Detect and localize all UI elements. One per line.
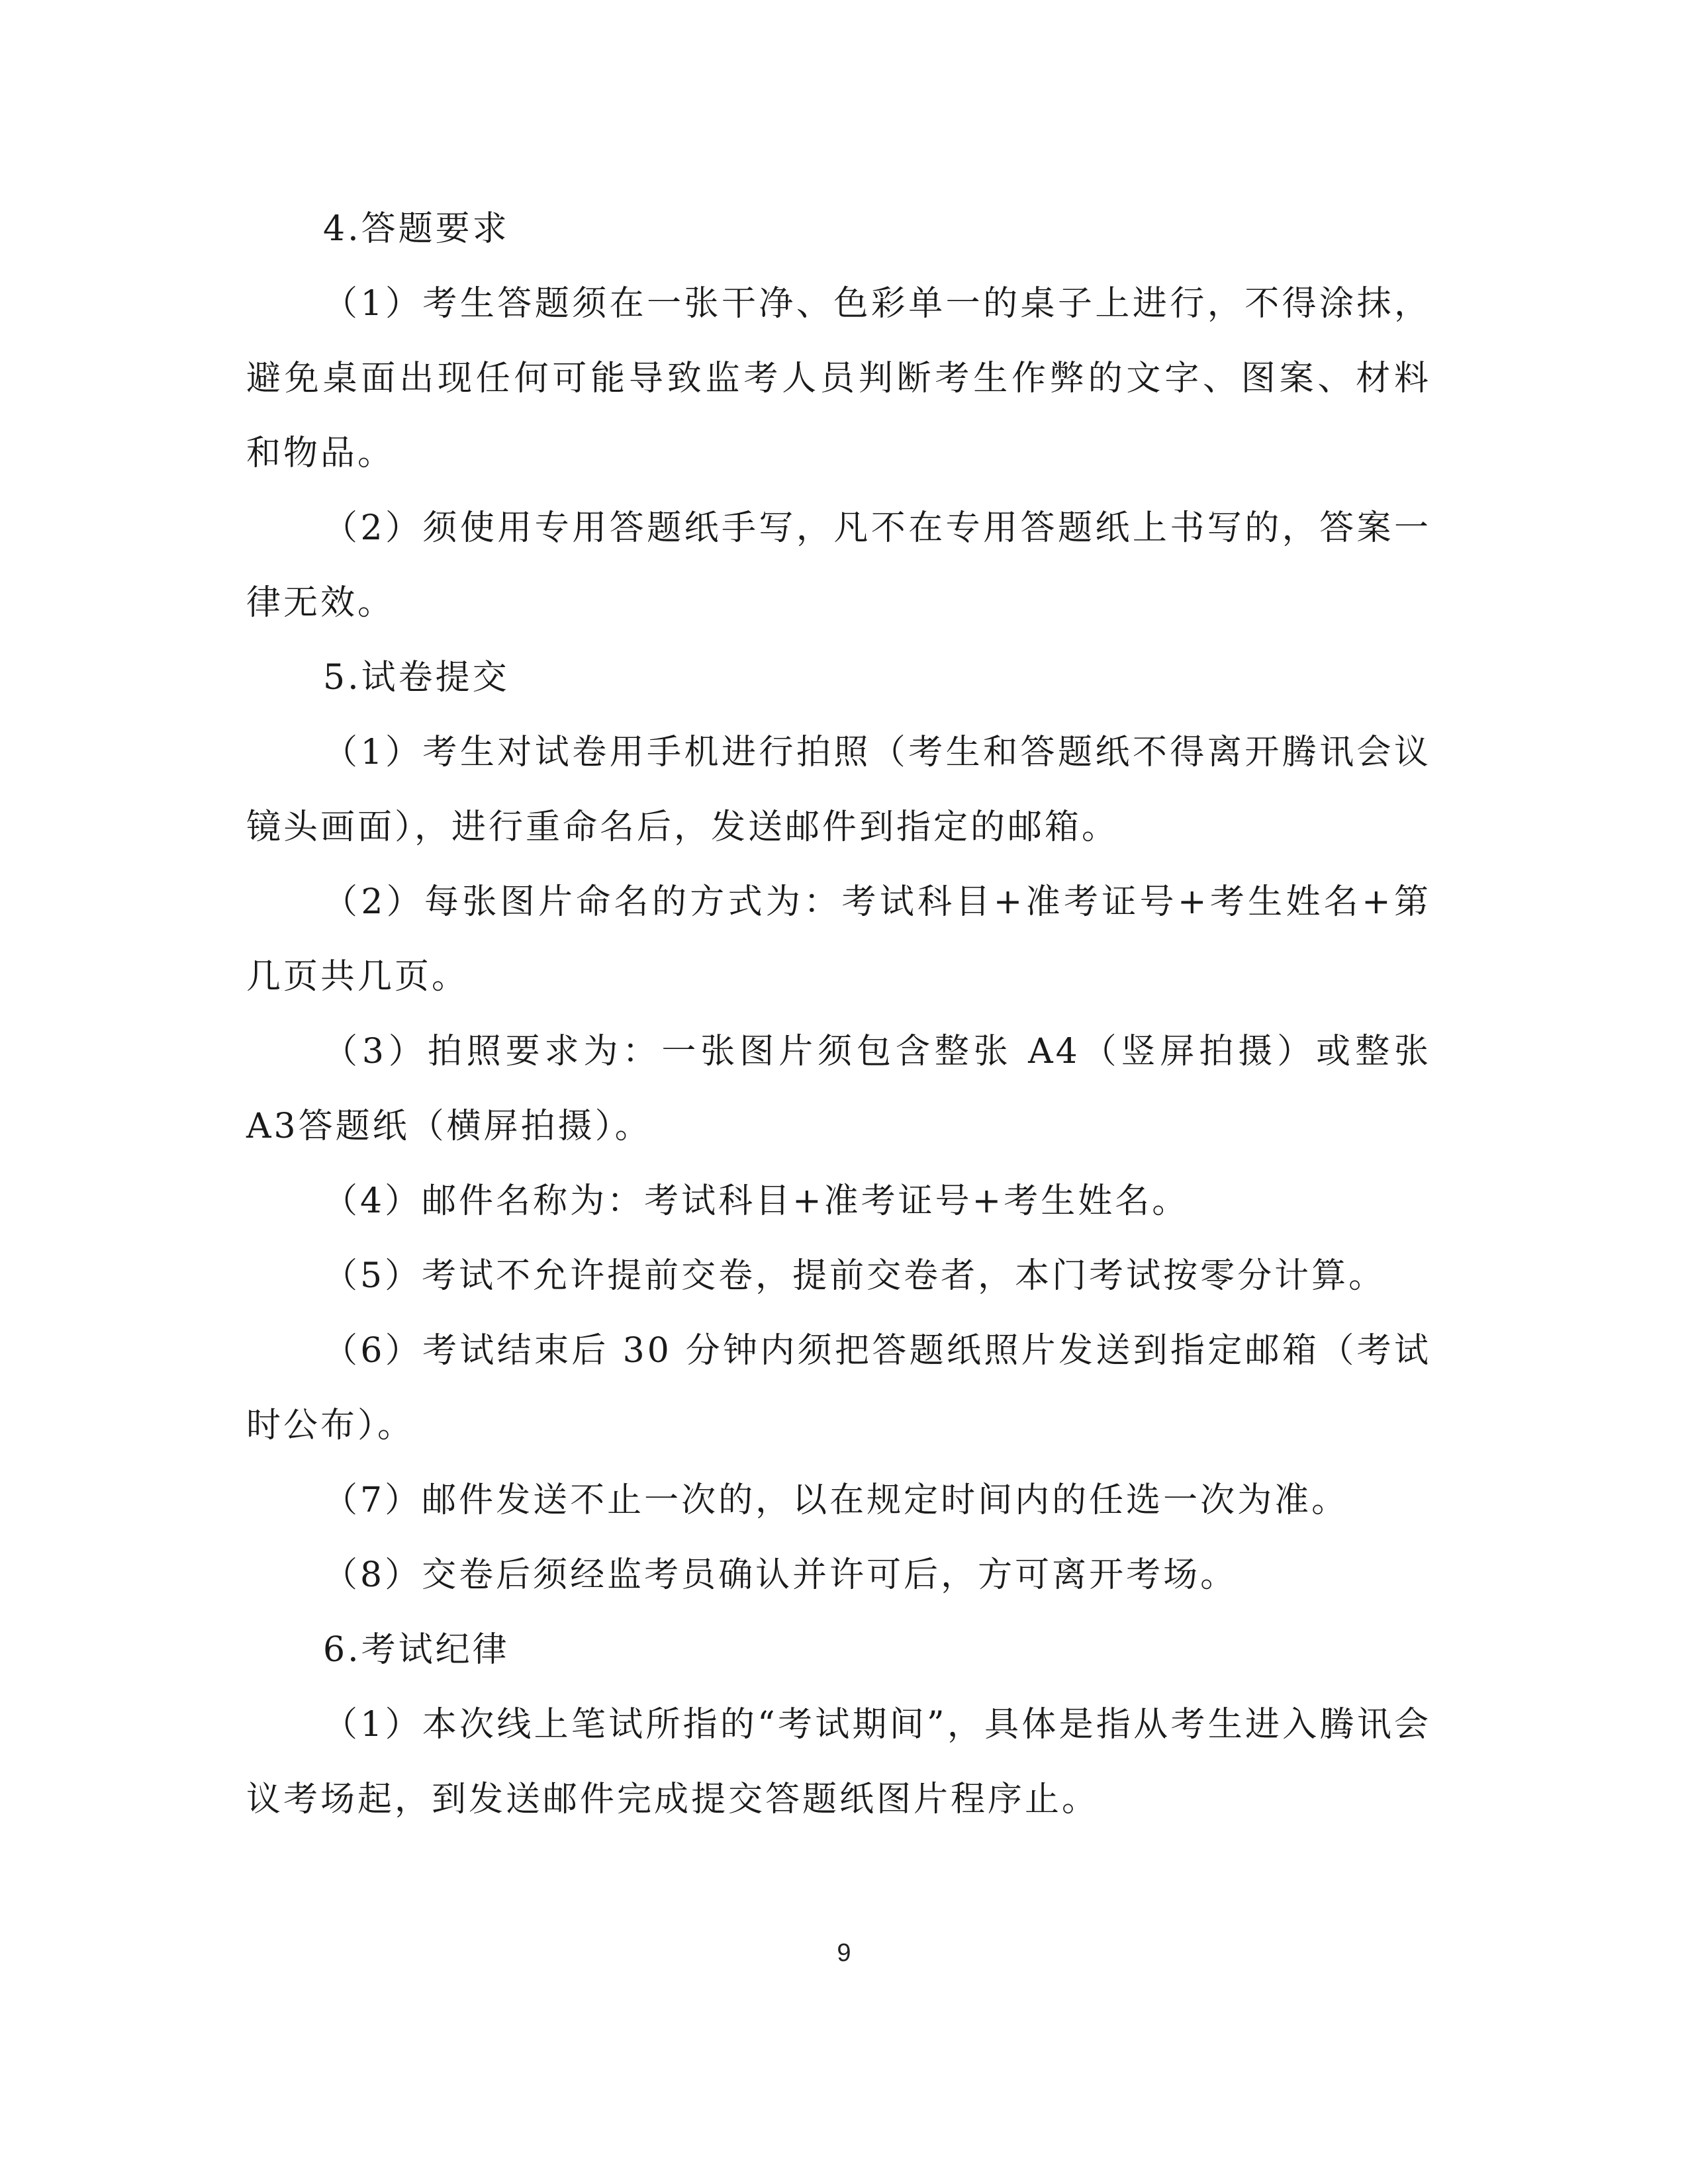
paragraph: （1）考生对试卷用手机进行拍照（考生和答题纸不得离开腾讯会议镜头画面），进行重命名后，发送邮件到指定的邮箱。 xyxy=(246,733,1431,847)
paragraph: （1）考生答题须在一张干净、色彩单一的桌子上进行，不得涂抹，避免桌面出现任何可能导致监考人员判断考生作弊的文字、图案、材料和物品。 xyxy=(246,284,1431,473)
paragraph: （3）拍照要求为：一张图片须包含整张 A4（竖屏拍摄）或整张 A3答题纸（横屏拍摄）。 xyxy=(246,1032,1431,1146)
paragraph: （7）邮件发送不止一次的，以在规定时间内的任选一次为准。 xyxy=(323,1480,1349,1520)
paragraph: （4）邮件名称为：考试科目+准考证号+考生姓名。 xyxy=(323,1181,1190,1221)
paragraph: （6）考试结束后 30 分钟内须把答题纸照片发送到指定邮箱（考试时公布）。 xyxy=(246,1331,1431,1445)
section-heading-exam-discipline: 6.考试纪律 xyxy=(323,1630,510,1670)
paragraph: （1）本次线上笔试所指的“考试期间”，具体是指从考生进入腾讯会议考场起，到发送邮件完成提交答题纸图片程序止。 xyxy=(246,1705,1431,1819)
paragraph: （5）考试不允许提前交卷，提前交卷者，本门考试按零分计算。 xyxy=(323,1256,1386,1296)
document-body xyxy=(246,192,1431,1837)
paragraph: （2）须使用专用答题纸手写，凡不在专用答题纸上书写的，答案一律无效。 xyxy=(246,508,1431,623)
section-heading-paper-submission: 5.试卷提交 xyxy=(323,658,510,698)
page-number: 9 xyxy=(837,1939,851,1967)
section-heading-answer-requirements: 4.答题要求 xyxy=(323,209,510,249)
paragraph: （8）交卷后须经监考员确认并许可后，方可离开考场。 xyxy=(323,1555,1238,1595)
paragraph: （2）每张图片命名的方式为：考试科目+准考证号+考生姓名+第几页共几页。 xyxy=(246,882,1431,997)
